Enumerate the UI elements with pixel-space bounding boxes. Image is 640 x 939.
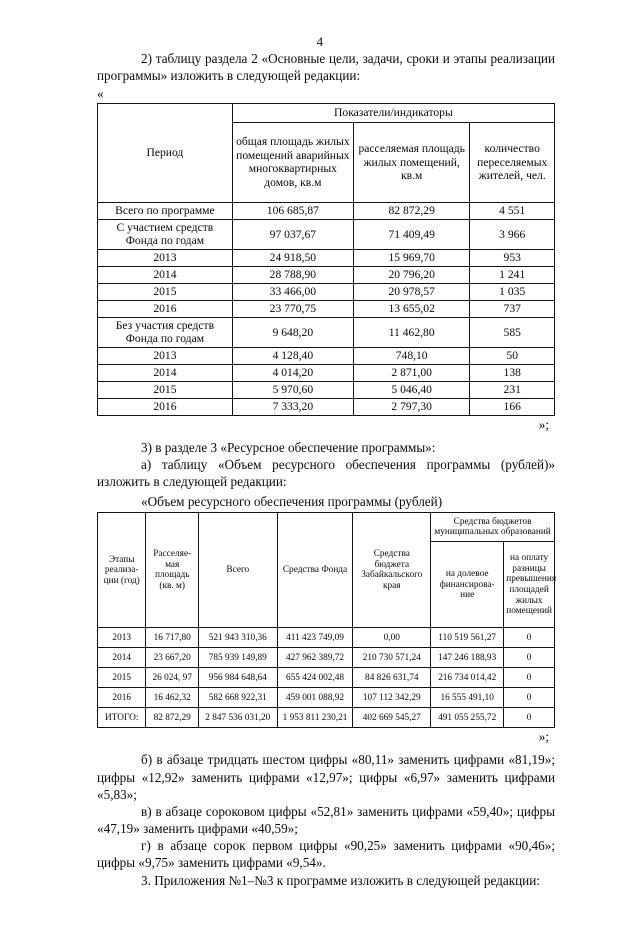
table2-header-stage-year: Этапы реализа-ции (год) bbox=[98, 513, 146, 628]
paragraph-item-3-final: 3. Приложения №1–№3 к программе изложить в следующей редакции: bbox=[141, 872, 540, 888]
table2-cell-year: ИТОГО: bbox=[98, 708, 146, 728]
table2-cell-region: 210 730 571,24 bbox=[353, 648, 431, 668]
table2-cell-total: 521 943 310,36 bbox=[198, 628, 277, 648]
table2-cell-fund: 1 953 811 230,21 bbox=[277, 708, 353, 728]
table-row bbox=[98, 668, 555, 688]
table-row bbox=[98, 347, 555, 364]
table1-cell-people: 953 bbox=[470, 249, 555, 266]
table-row bbox=[98, 628, 555, 648]
table2-header-total: Всего bbox=[198, 513, 277, 628]
table1-cell-people: 50 bbox=[470, 347, 555, 364]
table1-cell-resettled-area: 13 655,02 bbox=[353, 300, 470, 317]
table1-cell-people: 737 bbox=[470, 300, 555, 317]
table-row bbox=[98, 249, 555, 266]
table1-cell-total-area: 7 333,20 bbox=[232, 398, 353, 415]
table1-close-quote: »; bbox=[538, 416, 549, 432]
table2-header-municipal-budgets: Средства бюджетов муниципальных образований bbox=[431, 513, 555, 542]
table2-cell-municipal-excess: 0 bbox=[504, 688, 555, 708]
table1-cell-label: 2016 bbox=[98, 300, 233, 317]
table2-cell-municipal-share: 491 055 255,72 bbox=[431, 708, 504, 728]
table1-cell-resettled-area: 15 969,70 bbox=[353, 249, 470, 266]
table2-caption: «Объем ресурсного обеспечения программы (рублей) bbox=[141, 494, 443, 510]
table-resource-provision bbox=[97, 512, 555, 728]
table2-cell-region: 84 826 631,74 bbox=[353, 668, 431, 688]
table-row bbox=[98, 266, 555, 283]
table1-cell-label: 2015 bbox=[98, 283, 233, 300]
table1-cell-total-area: 9 648,20 bbox=[232, 317, 353, 347]
table-row bbox=[98, 688, 555, 708]
table2-body bbox=[98, 628, 555, 728]
table2-cell-area: 82 872,29 bbox=[146, 708, 199, 728]
table1-cell-total-area: 4 128,40 bbox=[232, 347, 353, 364]
table2-header-shared-financing: на долевое финансирова-ние bbox=[431, 542, 504, 628]
document-body bbox=[85, 50, 555, 889]
table1-cell-resettled-area: 82 872,29 bbox=[353, 202, 470, 219]
table1-cell-people: 231 bbox=[470, 381, 555, 398]
paragraph-item-2: 2) таблицу раздела 2 «Основные цели, задачи, сроки и этапы реализации программы» изложить в следующей редакции: bbox=[97, 51, 555, 84]
table1-cell-total-area: 97 037,67 bbox=[232, 219, 353, 249]
table1-cell-label: 2016 bbox=[98, 398, 233, 415]
table2-header-region-budget: Средства бюджета Забайкальского края bbox=[353, 513, 431, 628]
table1-cell-people: 3 966 bbox=[470, 219, 555, 249]
table2-cell-fund: 427 962 389,72 bbox=[277, 648, 353, 668]
table2-cell-fund: 411 423 749,09 bbox=[277, 628, 353, 648]
table-row bbox=[98, 300, 555, 317]
table2-cell-area: 26 024, 97 bbox=[146, 668, 199, 688]
table2-header-resettled-area: Расселяе-мая площадь (кв. м) bbox=[146, 513, 199, 628]
table2-cell-area: 16 462,32 bbox=[146, 688, 199, 708]
table1-cell-resettled-area: 11 462,80 bbox=[353, 317, 470, 347]
table2-cell-municipal-share: 16 555 491,10 bbox=[431, 688, 504, 708]
table1-header-total-area: общая площадь жилых помещений аварийных многоквартирных домов, кв.м bbox=[232, 122, 353, 202]
table1-cell-resettled-area: 748,10 bbox=[353, 347, 470, 364]
table1-header-resettled-area: расселяемая площадь жилых помещений, кв.м bbox=[353, 122, 470, 202]
table2-cell-area: 23 667,20 bbox=[146, 648, 199, 668]
table1-cell-people: 166 bbox=[470, 398, 555, 415]
table-row-total bbox=[98, 708, 555, 728]
table1-cell-resettled-area: 2 871,00 bbox=[353, 364, 470, 381]
table2-cell-year: 2014 bbox=[98, 648, 146, 668]
table1-cell-total-area: 4 014,20 bbox=[232, 364, 353, 381]
table2-cell-total: 956 984 648,64 bbox=[198, 668, 277, 688]
table2-cell-year: 2013 bbox=[98, 628, 146, 648]
table-row bbox=[98, 381, 555, 398]
table2-cell-total: 582 668 922,31 bbox=[198, 688, 277, 708]
table2-cell-municipal-excess: 0 bbox=[504, 648, 555, 668]
table-row bbox=[98, 317, 555, 347]
table1-cell-total-area: 5 970,60 bbox=[232, 381, 353, 398]
table-row bbox=[98, 202, 555, 219]
table2-header-group-row bbox=[98, 513, 555, 542]
table1-cell-people: 138 bbox=[470, 364, 555, 381]
table2-cell-fund: 655 424 002,48 bbox=[277, 668, 353, 688]
table1-cell-total-area: 28 788,90 bbox=[232, 266, 353, 283]
table1-header-period: Период bbox=[98, 103, 233, 202]
table-row bbox=[98, 283, 555, 300]
table1-cell-label: Всего по программе bbox=[98, 202, 233, 219]
table2-cell-municipal-share: 216 734 014,42 bbox=[431, 668, 504, 688]
page-number: 4 bbox=[316, 34, 324, 49]
table2-cell-municipal-excess: 0 bbox=[504, 708, 555, 728]
table2-cell-region: 107 112 342,29 bbox=[353, 688, 431, 708]
table1-cell-total-area: 24 918,50 bbox=[232, 249, 353, 266]
table-program-targets bbox=[97, 103, 555, 416]
table1-cell-people: 1 241 bbox=[470, 266, 555, 283]
table1-cell-people: 1 035 bbox=[470, 283, 555, 300]
table2-cell-area: 16 717,80 bbox=[146, 628, 199, 648]
table1-cell-total-area: 23 770,75 bbox=[232, 300, 353, 317]
table-row bbox=[98, 398, 555, 415]
table2-cell-municipal-share: 110 519 561,27 bbox=[431, 628, 504, 648]
paragraph-item-v: в) в абзаце сороковом цифры «52,81» заменить цифрами «59,40»; цифры «47,19» заменить цифрами «40,59»; bbox=[97, 803, 555, 837]
table1-header-indicators: Показатели/индикаторы bbox=[232, 103, 554, 122]
table1-cell-label: 2014 bbox=[98, 266, 233, 283]
table2-header-excess-area-payment: на оплату разницы превышения площадей жилых помещений bbox=[504, 542, 555, 628]
table2-cell-region: 0,00 bbox=[353, 628, 431, 648]
table1-header-people-count: количество переселяемых жителей, чел. bbox=[470, 122, 555, 202]
table2-cell-total: 785 939 149,89 bbox=[198, 648, 277, 668]
table2-cell-municipal-excess: 0 bbox=[504, 668, 555, 688]
table-row bbox=[98, 219, 555, 249]
paragraph-item-3: 3) в разделе 3 «Ресурсное обеспечение программы»: bbox=[141, 439, 436, 455]
table2-close-quote: »; bbox=[538, 729, 549, 745]
table1-cell-resettled-area: 5 046,40 bbox=[353, 381, 470, 398]
document-page bbox=[0, 34, 640, 939]
table1-cell-label: Без участия средств Фонда по годам bbox=[98, 317, 233, 347]
paragraph-item-b: б) в абзаце тридцать шестом цифры «80,11» заменить цифрами «81,19»; цифры «12,92» заменить цифрами «12,97»; цифры «6,97» заменить цифрами «5,83»; bbox=[97, 752, 555, 802]
table1-cell-resettled-area: 20 978,57 bbox=[353, 283, 470, 300]
paragraph-item-g: г) в абзаце сорок первом цифры «90,25» заменить цифрами «90,46»; цифры «9,75» заменить цифрами «9,54». bbox=[97, 838, 555, 871]
table2-cell-year: 2015 bbox=[98, 668, 146, 688]
table2-cell-region: 402 669 545,27 bbox=[353, 708, 431, 728]
table1-cell-resettled-area: 2 797,30 bbox=[353, 398, 470, 415]
table1-header-group-row bbox=[98, 103, 555, 122]
table2-cell-year: 2016 bbox=[98, 688, 146, 708]
table1-cell-label: 2013 bbox=[98, 249, 233, 266]
paragraph-item-3a: а) таблицу «Объем ресурсного обеспечения программы (рублей)» изложить в следующей редакции: bbox=[97, 456, 555, 490]
table1-cell-resettled-area: 20 796,20 bbox=[353, 266, 470, 283]
table-row bbox=[98, 364, 555, 381]
table1-body bbox=[98, 202, 555, 415]
table2-header-fund: Средства Фонда bbox=[277, 513, 353, 628]
table1-cell-label: С участием средств Фонда по годам bbox=[98, 219, 233, 249]
table1-cell-people: 585 bbox=[470, 317, 555, 347]
table-row bbox=[98, 648, 555, 668]
table1-cell-total-area: 106 685,87 bbox=[232, 202, 353, 219]
table2-cell-fund: 459 001 088,92 bbox=[277, 688, 353, 708]
table1-cell-resettled-area: 71 409,49 bbox=[353, 219, 470, 249]
table2-cell-total: 2 847 536 031,20 bbox=[198, 708, 277, 728]
table1-cell-label: 2014 bbox=[98, 364, 233, 381]
table2-cell-municipal-share: 147 246 188,93 bbox=[431, 648, 504, 668]
table1-cell-label: 2015 bbox=[98, 381, 233, 398]
table1-cell-total-area: 33 466,00 bbox=[232, 283, 353, 300]
table1-cell-people: 4 551 bbox=[470, 202, 555, 219]
table1-open-quote: « bbox=[97, 86, 104, 102]
table1-cell-label: 2013 bbox=[98, 347, 233, 364]
table2-cell-municipal-excess: 0 bbox=[504, 628, 555, 648]
